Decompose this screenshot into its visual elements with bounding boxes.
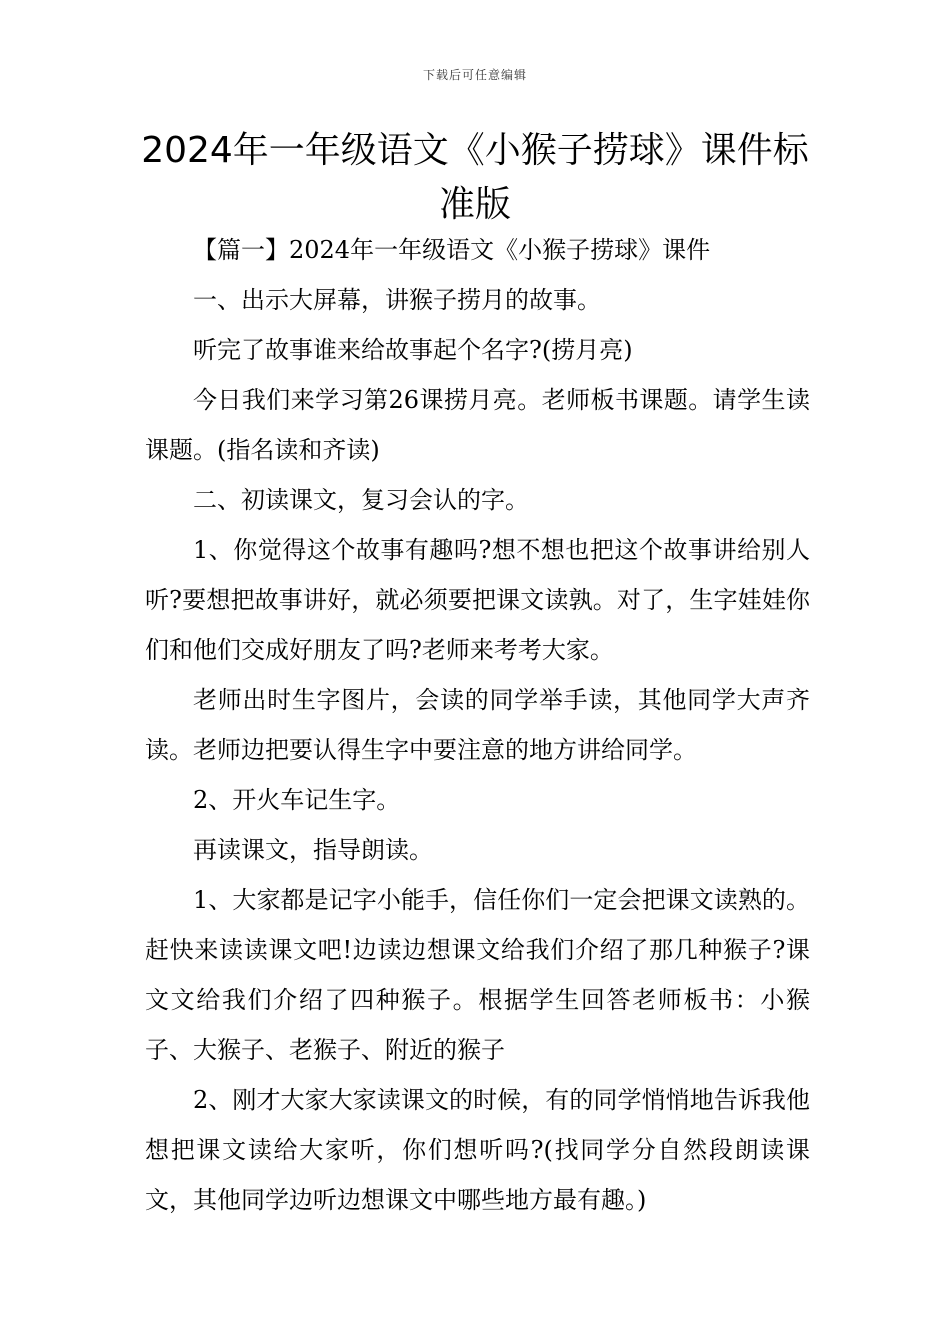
paragraph: 1、你觉得这个故事有趣吗?想不想也把这个故事讲给别人听?要想把故事讲好，就必须要把课文读孰。对了，生字娃娃你们和他们交成好朋友了吗?老师来考考大家。 xyxy=(145,536,810,664)
paragraph: 一、出示大屏幕，讲猴子捞月的故事。 xyxy=(193,286,601,314)
paragraph: 2、开火车记生字。 xyxy=(193,786,401,814)
paragraph: 今日我们来学习第26课捞月亮。老师板书课题。请学生读课题。(指名读和齐读) xyxy=(145,386,810,464)
paragraph: 2、刚才大家大家读课文的时候，有的同学悄悄地告诉我他想把课文读给大家听，你们想听吗?(找同学分自然段朗读课文，其他同学边听边想课文中哪些地方最有趣。) xyxy=(145,1086,810,1214)
paragraph: 老师出时生字图片，会读的同学举手读，其他同学大声齐读。老师边把要认得生字中要注意的地方讲给同学。 xyxy=(145,686,810,764)
paragraph: 二、初读课文，复习会认的字。 xyxy=(193,486,529,514)
document-body xyxy=(145,225,810,1225)
header-note: 下载后可任意编辑 xyxy=(422,68,527,82)
paragraph: 再读课文，指导朗读。 xyxy=(193,836,433,864)
document-title: 2024年一年级语文《小猴子捞球》课件标准版 xyxy=(141,130,809,225)
paragraph: 1、大家都是记字小能手，信任你们一定会把课文读熟的。赶快来读读课文吧!边读边想课文给我们介绍了那几种猴子?课文文给我们介绍了四种猴子。根据学生回答老师板书：小猴子、大猴子、老猴子、附近的猴子 xyxy=(145,886,810,1064)
paragraph: 听完了故事谁来给故事起个名字?(捞月亮) xyxy=(193,336,633,364)
paragraph-section-heading: 【篇一】2024年一年级语文《小猴子捞球》课件 xyxy=(193,236,711,264)
